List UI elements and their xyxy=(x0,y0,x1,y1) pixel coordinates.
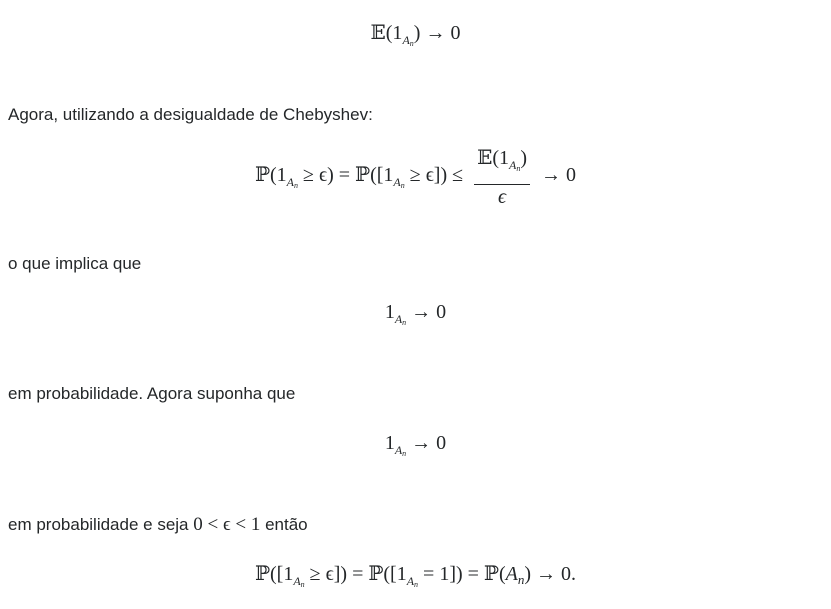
paragraph-chebyshev: Agora, utilizando a desigualdade de Chebyshev: xyxy=(8,105,373,124)
expectation-text: 𝔼(1 xyxy=(370,22,403,44)
paragraph-epsilon: em probabilidade e seja 0 < ϵ < 1 então xyxy=(8,514,308,535)
math-expression: $ℙ(1_{An} \ge \epsilon)$ = $ℙ([1_{An} \ge \epsilon])$ ≤ $\frac{𝔼(1_{An})}{\epsilon}$ → 0 xyxy=(254,147,577,208)
limit-text: ) → 0 xyxy=(413,22,461,44)
math-expression: $1_{An} \to 0$ xyxy=(384,432,447,458)
subscript: An xyxy=(402,33,414,48)
math-expression: $ℙ([1_{An} \ge \epsilon])$ = $ℙ([1_{An} = 1])$ = $ℙ(A_n) \to 0$. xyxy=(254,563,577,589)
fraction-numerator: $𝔼(1_{An})$ xyxy=(474,146,530,185)
paragraph-suppose: em probabilidade. Agora suponha que xyxy=(8,384,296,403)
fraction xyxy=(474,146,530,207)
equation-indicator-limit-1 xyxy=(0,298,831,337)
equation-indicator-limit-2 xyxy=(0,429,831,468)
math-expression: $1_{An} \to 0$ xyxy=(384,301,447,327)
math-expression xyxy=(371,19,461,58)
paragraph-implies: o que implica que xyxy=(8,254,142,273)
inline-math-epsilon-range: 0 < ϵ < 1 xyxy=(193,514,261,535)
fraction-denominator: ϵ xyxy=(498,186,507,208)
equation-probability-an xyxy=(0,560,831,599)
equation-chebyshev-inequality xyxy=(0,146,831,207)
equation-expectation-limit xyxy=(0,19,831,58)
